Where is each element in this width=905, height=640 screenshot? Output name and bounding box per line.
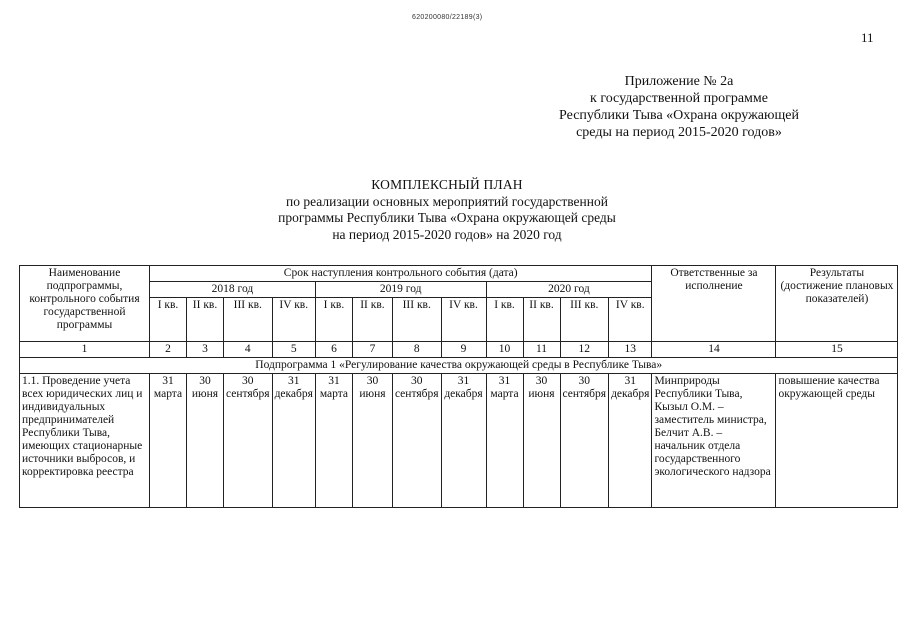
date-cell: 31 декабря xyxy=(272,374,315,508)
column-number: 14 xyxy=(652,342,776,358)
column-number: 15 xyxy=(776,342,898,358)
date-cell: 30 сентября xyxy=(224,374,273,508)
event-name: 1.1. Проведение учета всех юридических лиц и индивидуальных предпринимателей Республики Тыва, имеющих стационарные источники выбросов, и корректировка реестра xyxy=(20,374,150,508)
quarter-cell: I кв. xyxy=(315,298,352,342)
responsible-cell: Минприроды Республики Тыва, Кызыл О.М. – заместитель министра, Белчит А.В. – начальник отдела государственного экологического надзора xyxy=(652,374,776,508)
appendix-header xyxy=(519,73,839,141)
date-cell: 30 июня xyxy=(523,374,560,508)
date-cell: 30 сентября xyxy=(560,374,609,508)
header-responsible: Ответственные за исполнение xyxy=(652,266,776,342)
quarter-cell: IV кв. xyxy=(272,298,315,342)
header-deadline: Срок наступления контрольного события (дата) xyxy=(150,266,652,282)
date-cell: 30 июня xyxy=(187,374,224,508)
year-2019: 2019 год xyxy=(315,282,486,298)
date-cell: 31 декабря xyxy=(609,374,652,508)
date-cell: 30 сентября xyxy=(392,374,441,508)
column-number: 2 xyxy=(150,342,187,358)
quarter-cell: I кв. xyxy=(486,298,523,342)
column-number-row xyxy=(20,342,898,358)
document-title xyxy=(212,177,682,243)
title-line-3: программы Республики Тыва «Охрана окружающей среды xyxy=(278,210,616,225)
date-cell: 31 декабря xyxy=(441,374,486,508)
plan-table xyxy=(19,265,898,508)
quarter-cell: III кв. xyxy=(392,298,441,342)
header-results: Результаты (достижение плановых показателей) xyxy=(776,266,898,342)
date-cell: 31 марта xyxy=(150,374,187,508)
header-name: Наименование подпрограммы, контрольного события государственной программы xyxy=(20,266,150,342)
column-number: 7 xyxy=(352,342,392,358)
title-line-4: на период 2015-2020 годов» на 2020 год xyxy=(332,226,562,242)
appendix-line-1: Приложение № 2а xyxy=(624,74,734,89)
quarter-cell: III кв. xyxy=(224,298,273,342)
quarter-cell: III кв. xyxy=(560,298,609,342)
column-number: 12 xyxy=(560,342,609,358)
result-cell: повышение качества окружающей среды xyxy=(776,374,898,508)
date-cell: 31 марта xyxy=(315,374,352,508)
column-number: 13 xyxy=(609,342,652,358)
date-cell: 31 марта xyxy=(486,374,523,508)
year-2020: 2020 год xyxy=(486,282,652,298)
quarter-cell: I кв. xyxy=(150,298,187,342)
header-row xyxy=(20,266,898,282)
column-number: 9 xyxy=(441,342,486,358)
subprogram-title: Подпрограмма 1 «Регулирование качества окружающей среды в Республике Тыва» xyxy=(20,358,898,374)
column-number: 4 xyxy=(224,342,273,358)
column-number: 1 xyxy=(20,342,150,358)
quarter-cell: IV кв. xyxy=(441,298,486,342)
table-row xyxy=(20,374,898,508)
column-number: 5 xyxy=(272,342,315,358)
quarter-cell: IV кв. xyxy=(609,298,652,342)
quarter-cell: II кв. xyxy=(187,298,224,342)
page-number: 11 xyxy=(861,30,874,45)
title-heading: КОМПЛЕКСНЫЙ ПЛАН xyxy=(371,177,523,192)
document-id: 620200080/22189(3) xyxy=(412,14,483,21)
column-number: 6 xyxy=(315,342,352,358)
appendix-line-4: среды на период 2015-2020 годов» xyxy=(576,125,782,140)
year-2018: 2018 год xyxy=(150,282,316,298)
subprogram-row xyxy=(20,358,898,374)
quarter-cell: II кв. xyxy=(523,298,560,342)
date-cell: 30 июня xyxy=(352,374,392,508)
column-number: 8 xyxy=(392,342,441,358)
quarter-cell: II кв. xyxy=(352,298,392,342)
column-number: 10 xyxy=(486,342,523,358)
appendix-line-3: Республики Тыва «Охрана окружающей xyxy=(559,108,799,123)
column-number: 11 xyxy=(523,342,560,358)
appendix-line-2: к государственной программе xyxy=(590,91,768,106)
title-line-2: по реализации основных мероприятий государственной xyxy=(286,193,608,209)
column-number: 3 xyxy=(187,342,224,358)
